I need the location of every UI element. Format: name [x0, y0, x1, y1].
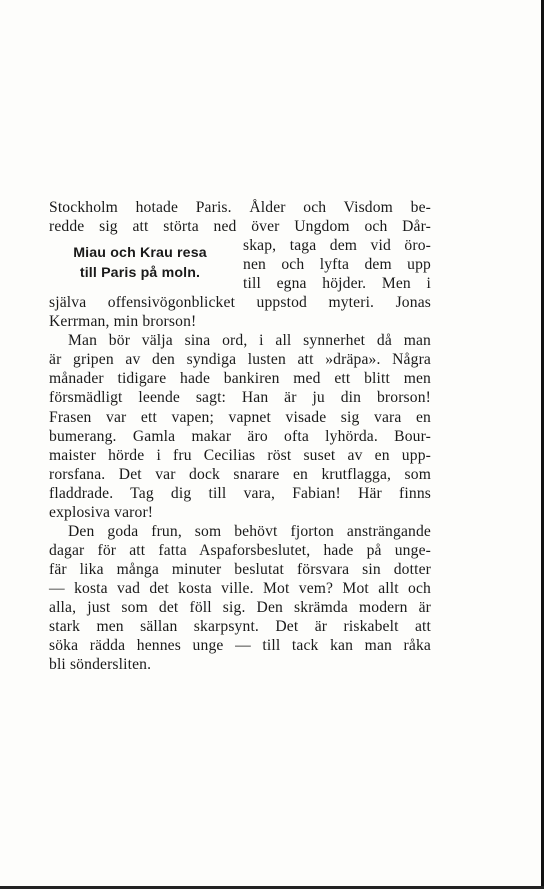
text-line: Frasen var ett vapen; vapnet visade sig vara en [49, 408, 431, 426]
text-line: söka rädda hennes unge — till tack kan man råka [49, 637, 431, 655]
text-line: är gripen av den syndiga lusten att »dräpa». Några [49, 351, 431, 369]
text-line: dagar för att fatta Aspaforsbeslutet, hade på unge- [49, 541, 431, 559]
text-line: själva offensivögonblicket uppstod myteri. Jonas [49, 294, 431, 312]
marginal-heading [49, 243, 231, 283]
text-line: nen och lyfta dem upp [243, 256, 431, 274]
text-line: fär lika många minuter beslutat försvara sin dotter [49, 560, 431, 578]
text-line: skap, taga dem vid öro- [243, 237, 431, 255]
marginal-heading-line: Miau och Krau resa [73, 245, 207, 262]
text-line: Man bör välja sina ord, i all synnerhet då man [68, 332, 431, 350]
text-line: redde sig att störta ned över Ungdom och Dår- [49, 218, 431, 236]
text-line: till egna höjder. Men i [243, 275, 431, 293]
text-line: Den goda frun, som behövt fjorton ansträngande [68, 522, 431, 540]
marginal-wrap-zone [49, 236, 431, 293]
text-line: explosiva varor! [49, 503, 154, 521]
paragraph-2 [49, 331, 431, 521]
marginal-heading-line: till Paris på moln. [79, 265, 201, 282]
text-line: — kosta vad det kosta ville. Mot vem? Mot allt och [49, 579, 431, 597]
text-line: alla, just som det föll sig. Den skrämda modern är [49, 598, 431, 616]
text-line: rorsfana. Det var dock snarare en krutflagga, som [49, 465, 431, 483]
text-line: fladdrade. Tag dig till vara, Fabian! Här finns [49, 484, 431, 502]
text-line: månader tidigare hade bankiren med ett blitt men [49, 370, 431, 388]
paragraph-3 [49, 522, 431, 674]
text-line: försmädligt leende sagt: Han är ju din brorson! [49, 389, 431, 407]
text-line: maister hörde i fru Cecilias röst suset av en upp- [49, 446, 431, 464]
text-line: Kerrman, min brorson! [49, 313, 197, 331]
text-line: bli söndersliten. [49, 656, 152, 674]
text-line: Stockholm hotade Paris. Ålder och Visdom be- [49, 199, 431, 216]
text-line: stark men sällan skarpsynt. Det är riskabelt att [49, 618, 431, 636]
body-text [49, 198, 431, 674]
wrapped-text [243, 236, 431, 293]
text-line: bumerang. Gamla makar äro ofta lyhörda. Bour- [49, 427, 431, 445]
paragraph-1 [49, 198, 431, 331]
